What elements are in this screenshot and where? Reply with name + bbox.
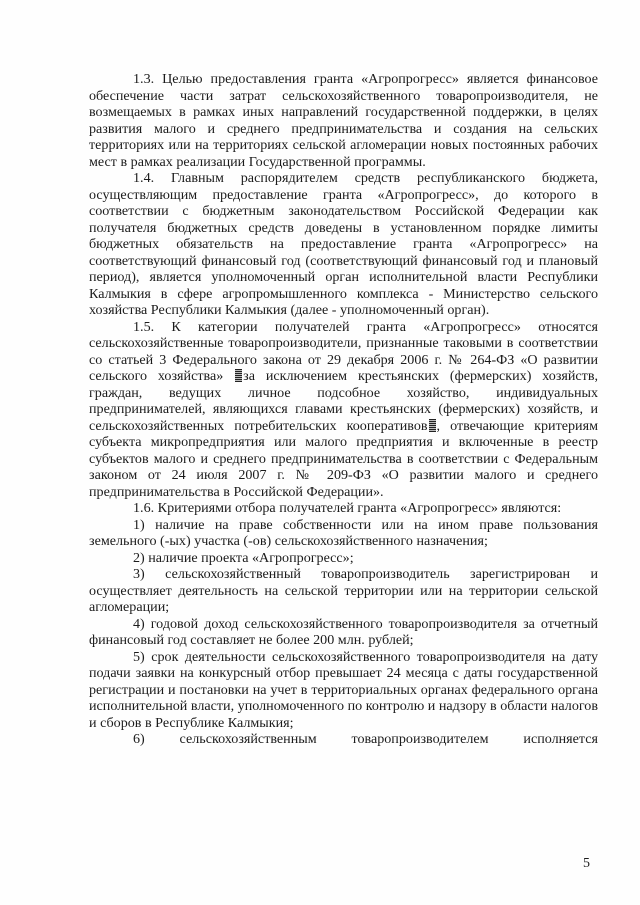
paragraph-1-5-part-2: за исключением крестьянских (фермерских) хозяйств, граждан, ведущих личное подсобное хозяйство, индивидуальных предпринимателей, являющихся главами крестьянских (фермерских) хозяйств, и сельскохозяйственных потребительских кооперативов: [89, 368, 599, 434]
criterion-3: 3) сельскохозяйственный товаропроизводитель зарегистрирован и осуществляет деятельность на сельской территории или на территории сельской агломерации;: [89, 566, 598, 615]
bracket-mark: [429, 419, 436, 432]
paragraph-1-5-part-3: , отвечающие критериям субъекта микропредприятия или малого предприятия и включенные в реестр субъектов малого и среднего предпринимательства в соответствии с Федеральным законом от 24 июля 2007 г. № 209-ФЗ «О развитии малого и среднего предпринимательства в Российской Федерации».: [89, 417, 598, 500]
criterion-2: 2) наличие проекта «Агропрогресс»;: [133, 549, 354, 566]
criterion-4: 4) годовой доход сельскохозяйственного товаропроизводителя за отчетный финансовый год составляет не более 200 млн. рублей;: [89, 615, 598, 648]
paragraph-1-4: 1.4. Главным распорядителем средств республиканского бюджета, осуществляющим предоставление гранта «Агропрогресс», до которого в соответствии с бюджетным законодательством Российской Федерации как получателя бюджетных средств доведены в установленном порядке лимиты бюджетных обязательств на предоставление гранта «Агропрогресс» на соответствующий финансовый год (соответствующий финансовый год и плановый период), является уполномоченный орган исполнительной власти Республики Калмыкия в сфере агропромышленного комплекса - Министерство сельского хозяйства Республики Калмыкия (далее - уполномоченный орган).: [89, 170, 598, 318]
criterion-5: 5) срок деятельности сельскохозяйственного товаропроизводителя на дату подачи заявки на конкурсный отбор превышает 24 месяца с даты государственной регистрации и постановки на учет в территориальных органах федерального органа исполнительной власти, уполномоченного по контролю и надзору в области налогов и сборов в Республике Калмыкия;: [89, 648, 598, 731]
criterion-1: 1) наличие на праве собственности или на ином праве пользования земельного (-ых) участка (-ов) сельскохозяйственного назначения;: [89, 516, 598, 549]
criterion-6: [89, 731, 598, 748]
paragraph-1-3: 1.3. Целью предоставления гранта «Агропрогресс» является финансовое обеспечение части затрат сельскохозяйственного товаропроизводителя, не возмещаемых в рамках иных направлений государственной поддержки, в целях развития малого и среднего предпринимательства и создания на сельских территориях или на территориях сельской агломерации новых постоянных рабочих мест в рамках реализации Государственной программы.: [89, 71, 598, 170]
bracket-mark: [235, 369, 242, 382]
paragraph-1-5-part-1: 1.5. К категории получателей гранта «Агропрогресс» относятся сельскохозяйственные товаропроизводители, признанные таковыми в соответствии со статьей 3 Федерального закона от 29 декабря 2006 г. № 264-ФЗ «О развитии сельского хозяйства»: [89, 318, 598, 384]
page-number: 5: [583, 856, 590, 871]
criterion-6-text: 6) сельскохозяйственным товаропроизводителем исполняется: [133, 731, 598, 747]
paragraph-1-6-intro: 1.6. Критериями отбора получателей гранта «Агропрогресс» являются:: [133, 500, 562, 516]
body-text: [89, 71, 598, 748]
paragraph-1-5: [89, 319, 598, 501]
